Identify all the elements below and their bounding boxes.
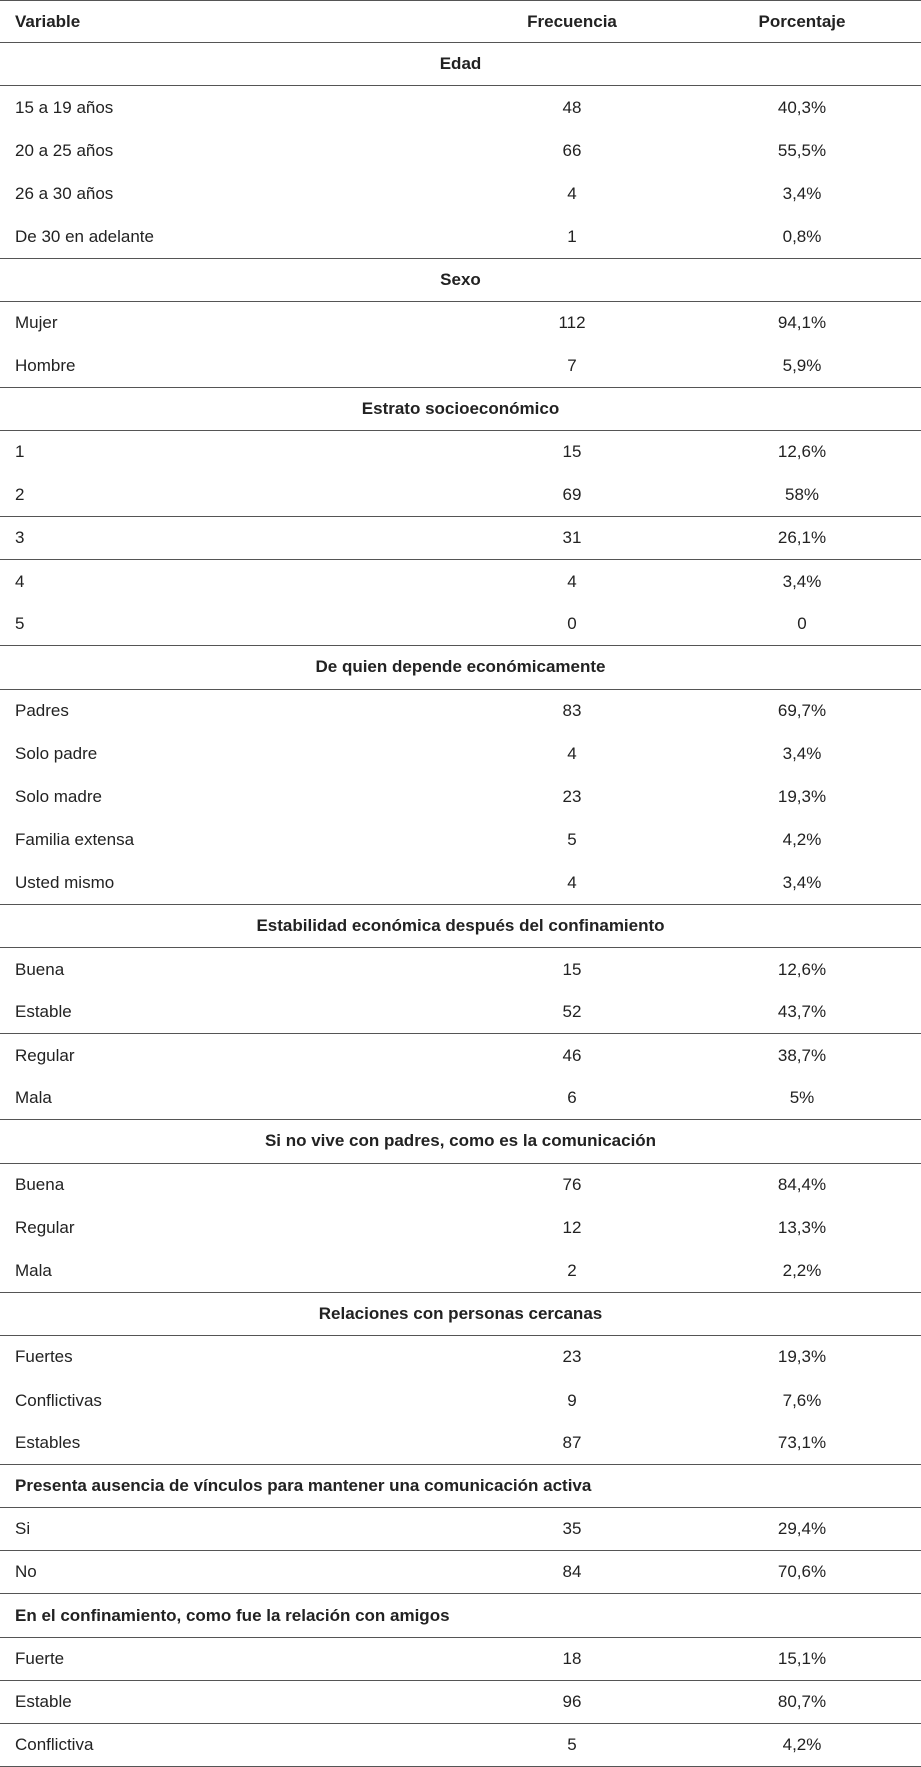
- cell-porcentaje: 13,3%: [777, 1218, 827, 1238]
- section-header-row: [0, 1594, 921, 1637]
- section-title: Edad: [439, 54, 482, 74]
- table-row: [0, 948, 921, 991]
- cell-frecuencia: 69: [562, 485, 582, 505]
- cell-frecuencia: 84: [562, 1562, 582, 1582]
- header-frecuencia: Frecuencia: [527, 11, 617, 31]
- cell-variable: Fuertes: [15, 1347, 73, 1367]
- section-header-row: [0, 388, 921, 431]
- cell-variable: Hombre: [15, 355, 76, 375]
- table-row: [0, 517, 921, 560]
- cell-variable: Si: [15, 1519, 31, 1539]
- cell-variable: Fuerte: [15, 1648, 65, 1668]
- cell-porcentaje: 3,4%: [782, 744, 822, 764]
- cell-frecuencia: 4: [567, 744, 577, 764]
- cell-porcentaje: 7,6%: [782, 1390, 822, 1410]
- table-row: [0, 991, 921, 1034]
- cell-variable: Mala: [15, 1088, 52, 1108]
- cell-frecuencia: 18: [562, 1648, 582, 1668]
- table-row: [0, 733, 921, 776]
- table-row: [0, 1336, 921, 1379]
- cell-frecuencia: 66: [562, 140, 582, 160]
- table-row: [0, 1250, 921, 1293]
- cell-frecuencia: 35: [562, 1519, 582, 1539]
- cell-variable: Buena: [15, 959, 65, 979]
- cell-porcentaje: 40,3%: [777, 97, 827, 117]
- cell-variable: 2: [15, 485, 25, 505]
- table-row: [0, 129, 921, 172]
- cell-porcentaje: 12,6%: [777, 959, 827, 979]
- cell-porcentaje: 19,3%: [777, 787, 827, 807]
- cell-frecuencia: 76: [562, 1175, 582, 1195]
- cell-frecuencia: 83: [562, 701, 582, 721]
- cell-frecuencia: 46: [562, 1045, 582, 1065]
- table-row: [0, 302, 921, 345]
- cell-variable: 26 a 30 años: [15, 183, 114, 203]
- cell-frecuencia: 9: [567, 1390, 577, 1410]
- cell-variable: 4: [15, 571, 25, 591]
- table-row: [0, 862, 921, 905]
- table-row: [0, 1077, 921, 1120]
- cell-porcentaje: 5,9%: [782, 355, 822, 375]
- cell-variable: Padres: [15, 701, 69, 721]
- section-title: Estrato socioeconómico: [361, 398, 560, 418]
- cell-frecuencia: 4: [567, 183, 577, 203]
- section-title: Si no vive con padres, como es la comunicación: [264, 1131, 657, 1151]
- cell-variable: Estable: [15, 1691, 72, 1711]
- cell-variable: Mujer: [15, 313, 58, 333]
- section-header-row: [0, 905, 921, 948]
- section-header-row: [0, 646, 921, 689]
- table-row: [0, 1681, 921, 1724]
- cell-frecuencia: 23: [562, 1347, 582, 1367]
- cell-variable: Conflictivas: [15, 1390, 102, 1410]
- section-title: Sexo: [440, 269, 481, 289]
- header-porcentaje: Porcentaje: [758, 11, 846, 31]
- table-row: [0, 690, 921, 733]
- cell-porcentaje: 55,5%: [777, 140, 827, 160]
- cell-frecuencia: 5: [567, 830, 577, 850]
- cell-variable: 20 a 25 años: [15, 140, 114, 160]
- cell-porcentaje: 69,7%: [777, 701, 827, 721]
- table-row: [0, 86, 921, 129]
- table-row: [0, 172, 921, 215]
- section-header-row: [0, 1120, 921, 1163]
- cell-porcentaje: 94,1%: [777, 313, 827, 333]
- cell-frecuencia: 4: [567, 571, 577, 591]
- cell-frecuencia: 1: [567, 226, 577, 246]
- cell-frecuencia: 6: [567, 1088, 577, 1108]
- section-title: Estabilidad económica después del confinamiento: [256, 916, 665, 936]
- cell-porcentaje: 70,6%: [777, 1562, 827, 1582]
- table-body: [0, 43, 921, 1767]
- cell-frecuencia: 7: [567, 355, 577, 375]
- cell-frecuencia: 52: [562, 1002, 582, 1022]
- cell-variable: 1: [15, 442, 25, 462]
- table-row: [0, 1422, 921, 1465]
- table-row: [0, 603, 921, 646]
- cell-frecuencia: 4: [567, 872, 577, 892]
- cell-frecuencia: 5: [567, 1734, 577, 1754]
- cell-porcentaje: 80,7%: [777, 1691, 827, 1711]
- cell-frecuencia: 2: [567, 1260, 577, 1280]
- cell-variable: 15 a 19 años: [15, 97, 114, 117]
- cell-frecuencia: 23: [562, 787, 582, 807]
- cell-variable: Solo madre: [15, 787, 102, 807]
- cell-variable: Regular: [15, 1045, 75, 1065]
- cell-variable: Estable: [15, 1002, 72, 1022]
- cell-porcentaje: 43,7%: [777, 1002, 827, 1022]
- cell-variable: Regular: [15, 1218, 75, 1238]
- section-header-row: [0, 1465, 921, 1508]
- table-row: [0, 431, 921, 474]
- table-row: [0, 1638, 921, 1681]
- cell-variable: Conflictiva: [15, 1734, 94, 1754]
- table-row: [0, 1164, 921, 1207]
- cell-variable: Estables: [15, 1433, 81, 1453]
- table-row: [0, 215, 921, 258]
- cell-porcentaje: 12,6%: [777, 442, 827, 462]
- cell-variable: Mala: [15, 1260, 52, 1280]
- cell-variable: No: [15, 1562, 37, 1582]
- table-header-row: [0, 0, 921, 43]
- section-header-row: [0, 43, 921, 86]
- table-row: [0, 1508, 921, 1551]
- cell-porcentaje: 3,4%: [782, 183, 822, 203]
- cell-variable: 5: [15, 614, 25, 634]
- table-row: [0, 474, 921, 517]
- cell-frecuencia: 87: [562, 1433, 582, 1453]
- table-row: [0, 1379, 921, 1422]
- cell-porcentaje: 3,4%: [782, 571, 822, 591]
- table-row: [0, 560, 921, 603]
- section-title: Relaciones con personas cercanas: [318, 1303, 603, 1323]
- cell-frecuencia: 112: [558, 313, 586, 333]
- cell-porcentaje: 26,1%: [777, 528, 827, 548]
- section-title: De quien depende económicamente: [315, 657, 606, 677]
- cell-variable: Solo padre: [15, 744, 98, 764]
- header-variable: Variable: [15, 11, 81, 31]
- cell-variable: Familia extensa: [15, 830, 135, 850]
- cell-porcentaje: 58%: [784, 485, 820, 505]
- table-row: [0, 1034, 921, 1077]
- table-row: [0, 1724, 921, 1767]
- cell-frecuencia: 96: [562, 1691, 582, 1711]
- section-title: Presenta ausencia de vínculos para mantener una comunicación activa: [15, 1476, 592, 1496]
- cell-porcentaje: 3,4%: [782, 872, 822, 892]
- section-header-row: [0, 1293, 921, 1336]
- cell-frecuencia: 48: [562, 97, 582, 117]
- cell-variable: Buena: [15, 1175, 65, 1195]
- cell-porcentaje: 73,1%: [777, 1433, 827, 1453]
- cell-variable: 3: [15, 528, 25, 548]
- cell-porcentaje: 2,2%: [782, 1260, 822, 1280]
- cell-frecuencia: 12: [562, 1218, 582, 1238]
- cell-porcentaje: 0,8%: [782, 226, 822, 246]
- cell-frecuencia: 15: [562, 959, 582, 979]
- cell-porcentaje: 19,3%: [777, 1347, 827, 1367]
- cell-variable: Usted mismo: [15, 872, 115, 892]
- cell-porcentaje: 0: [797, 614, 807, 634]
- cell-porcentaje: 5%: [789, 1088, 815, 1108]
- cell-frecuencia: 31: [562, 528, 582, 548]
- table-row: [0, 1207, 921, 1250]
- table-row: [0, 819, 921, 862]
- section-header-row: [0, 259, 921, 302]
- cell-porcentaje: 29,4%: [777, 1519, 827, 1539]
- table-row: [0, 776, 921, 819]
- table-row: [0, 345, 921, 388]
- cell-porcentaje: 38,7%: [777, 1045, 827, 1065]
- cell-variable: De 30 en adelante: [15, 226, 154, 246]
- cell-frecuencia: 15: [562, 442, 582, 462]
- section-title: En el confinamiento, como fue la relación con amigos: [15, 1605, 450, 1625]
- cell-porcentaje: 4,2%: [782, 1734, 822, 1754]
- cell-porcentaje: 4,2%: [782, 830, 822, 850]
- cell-frecuencia: 0: [567, 614, 577, 634]
- cell-porcentaje: 84,4%: [777, 1175, 827, 1195]
- table-row: [0, 1551, 921, 1594]
- cell-porcentaje: 15,1%: [777, 1648, 827, 1668]
